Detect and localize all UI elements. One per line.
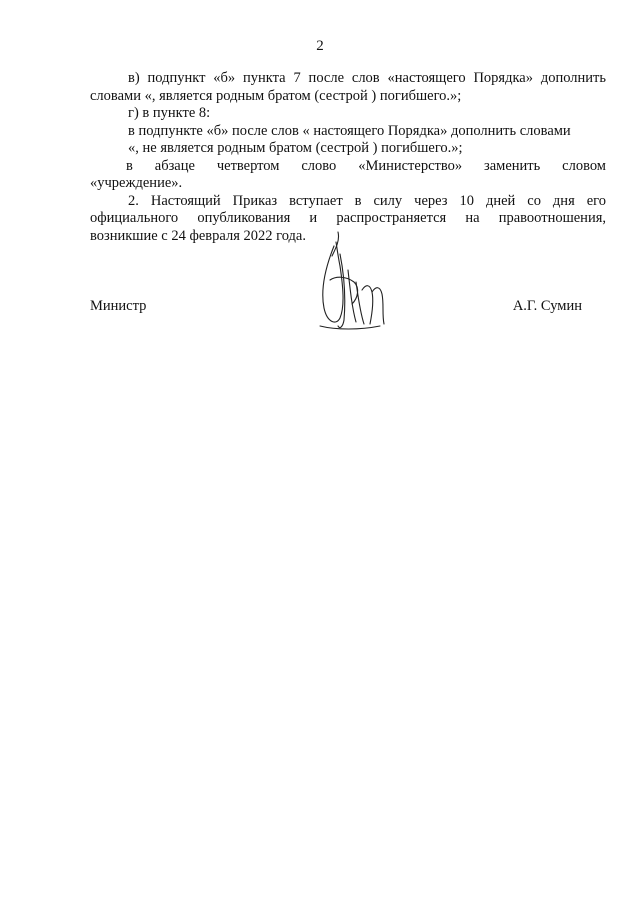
page-number: 2 xyxy=(316,38,324,54)
paragraph-line: «, не является родным братом (сестрой ) погибшего.»; xyxy=(128,140,463,156)
signer-title: Министр xyxy=(90,298,147,314)
signer-name: А.Г. Сумин xyxy=(512,298,582,314)
paragraph-line: возникшие с 24 февраля 2022 года. xyxy=(90,227,306,244)
document-body xyxy=(90,70,606,245)
handwritten-signature xyxy=(310,226,402,334)
paragraph-line: словами «, является родным братом (сестрой ) погибшего.»; xyxy=(90,87,462,104)
paragraph-line: в подпункте «б» после слов « настоящего Порядка» дополнить словами xyxy=(128,122,571,139)
paragraph-line: официального опубликования и распространяется на правоотношения, xyxy=(90,210,606,226)
paragraph-line: в) подпункт «б» пункта 7 после слов «настоящего Порядка» дополнить xyxy=(128,70,606,86)
paragraph-line: г) в пункте 8: xyxy=(128,105,211,121)
paragraph-line: 2. Настоящий Приказ вступает в силу через 10 дней со дня его xyxy=(128,192,606,209)
paragraph-line: «учреждение». xyxy=(90,175,183,191)
paragraph-line: в абзаце четвертом слово «Министерство» заменить словом xyxy=(126,157,606,174)
